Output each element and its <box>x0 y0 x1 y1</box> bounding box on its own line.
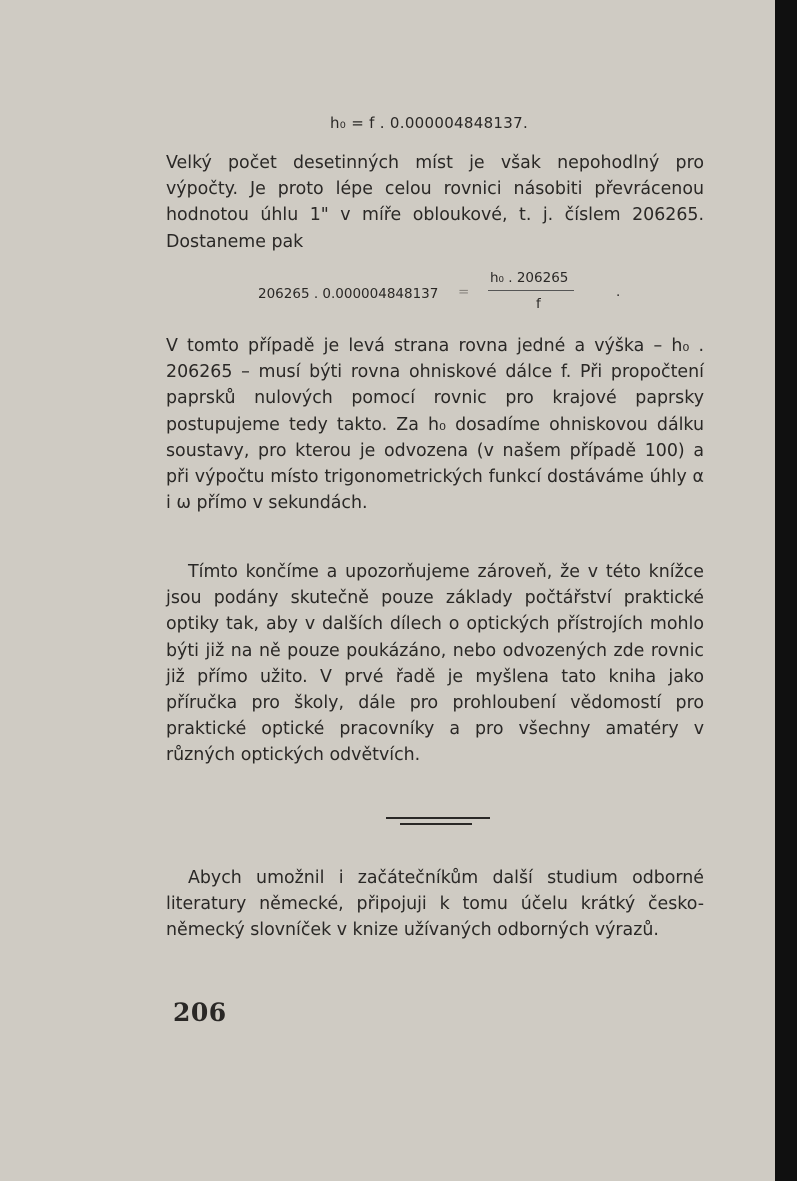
equation-lhs: 206265 . 0.000004848137 <box>258 286 439 302</box>
paragraph-3: Tímto končíme a upozorňujeme zároveň, že v této knížce jsou podány skutečně pouze základy počtářství praktické optiky tak, aby v dalších dílech o optických přístrojích mohlo býti již na ně pouze poukázáno, nebo odvozených zde rovnic již přímo užito. V prvé řadě je myšlena tato kniha jako příručka pro školy, dále pro prohloubení vědomostí pro praktické optické pracovníky a pro všechny amatéry v různých optických odvětvích. <box>166 562 704 766</box>
fraction-numerator: h₀ . 206265 <box>490 270 569 286</box>
paragraph-1: Velký počet desetinných míst je však nepohodlný pro výpočty. Je proto lépe celou rovnici násobiti převrácenou hodnotou úhlu 1" v míře obloukové, t. j. číslem 206265. Dostaneme pak <box>166 153 704 252</box>
scan-edge <box>775 0 797 1181</box>
paragraph-2: V tomto případě je levá strana rovna jedné a výška – h₀ . 206265 – musí býti rovna ohniskové dálce f. Při propočtení paprsků nulových pomocí rovnic pro krajové paprsky postupujeme tedy takto. Za h₀ dosadíme ohniskovou dálku soustavy, pro kterou je odvozena (v našem případě 100) a při výpočtu místo trigonometrických funkcí dostáváme úhly α i ω přímo v sekundách. <box>166 336 704 514</box>
fraction-denominator: f <box>536 296 541 312</box>
equation-fraction <box>258 270 638 320</box>
equation-end: . <box>616 284 621 300</box>
equals-sign: = <box>458 284 470 300</box>
fraction-bar <box>488 290 574 291</box>
equation-h0: h₀ = f . 0.000004848137. <box>330 114 529 132</box>
divider-line-short <box>400 823 472 825</box>
paragraph-4: Abych umožnil i začátečníkům další studium odborné literatury německé, připojuji k tomu účelu krátký česko-německý slovníček v knize užívaných odborných výrazů. <box>166 868 704 941</box>
page-number: 206 <box>173 998 227 1027</box>
divider-line-long <box>386 817 490 819</box>
